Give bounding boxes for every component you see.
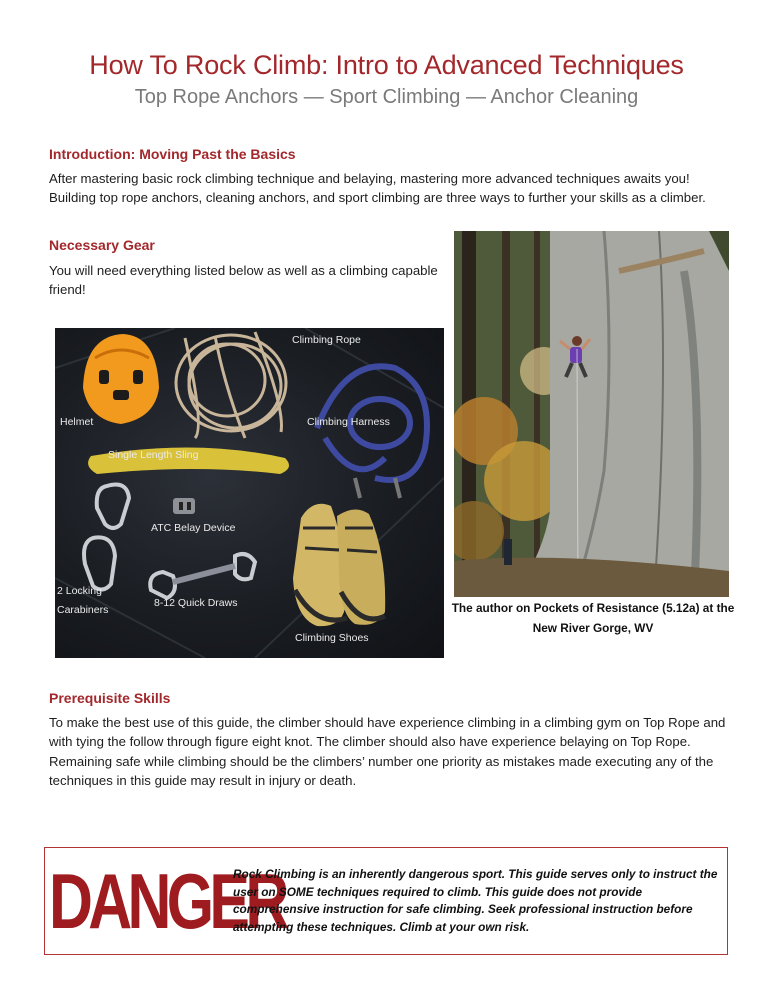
rope-item bbox=[176, 332, 286, 438]
gear-photo bbox=[55, 328, 444, 658]
climber-illustration bbox=[454, 231, 729, 597]
photo-caption: The author on Pockets of Resistance (5.12a) at the New River Gorge, WV bbox=[451, 601, 735, 635]
gear-heading: Necessary Gear bbox=[49, 237, 155, 253]
gear-paragraph: You will need everything listed below as well as a climbing capable friend! bbox=[49, 263, 438, 298]
page-subtitle: Top Rope Anchors — Sport Climbing — Anchor Cleaning bbox=[134, 86, 639, 108]
label-locking-carabiners-line2: Carabiners bbox=[57, 604, 109, 616]
harness-item bbox=[317, 366, 427, 498]
atc-item bbox=[173, 498, 195, 514]
shoes-item bbox=[293, 504, 385, 626]
label-quick-draws: 8-12 Quick Draws bbox=[154, 597, 238, 609]
quickdraw-item bbox=[150, 554, 255, 598]
helmet-item bbox=[83, 334, 159, 424]
label-climbing-rope: Climbing Rope bbox=[292, 334, 361, 346]
carabiner-items bbox=[84, 485, 129, 590]
gear-illustration bbox=[55, 328, 444, 658]
prereq-paragraph: To make the best use of this guide, the climber should have experience climbing in a climbing gym on Top Rope and with tying the follow through figure eight knot. The climber should also have experience belaying on Top Rope. Remaining safe while climbing should be the climbers’ number one priority as mistakes made executing any of the techniques in this guide may result in injury or death. bbox=[49, 715, 726, 789]
page-title: How To Rock Climb: Intro to Advanced Techniques bbox=[89, 50, 684, 80]
label-single-length-sling: Single Length Sling bbox=[108, 449, 199, 461]
prereq-heading: Prerequisite Skills bbox=[49, 690, 171, 706]
label-locking-carabiners-line1: 2 Locking bbox=[57, 585, 102, 597]
label-helmet: Helmet bbox=[60, 416, 94, 428]
climber-photo bbox=[454, 231, 729, 597]
danger-word: DANGER bbox=[49, 857, 285, 945]
danger-callout bbox=[44, 847, 728, 955]
danger-text: Rock Climbing is an inherently dangerous sport. This guide serves only to instruct the user on SOME techniques required to climb. This guide does not provide comprehensive instruction for safe climbing. Seek professional instruction before attempting these techniques. Climb at your own risk. bbox=[233, 867, 718, 934]
label-climbing-harness: Climbing Harness bbox=[307, 416, 390, 428]
intro-heading: Introduction: Moving Past the Basics bbox=[49, 146, 296, 162]
intro-paragraph: After mastering basic rock climbing technique and belaying, mastering more advanced techniques awaits you! Building top rope anchors, cleaning anchors, and sport climbing are three ways to further your skills as a climber. bbox=[49, 171, 706, 206]
label-atc-belay-device: ATC Belay Device bbox=[151, 522, 236, 534]
label-climbing-shoes: Climbing Shoes bbox=[295, 632, 369, 644]
